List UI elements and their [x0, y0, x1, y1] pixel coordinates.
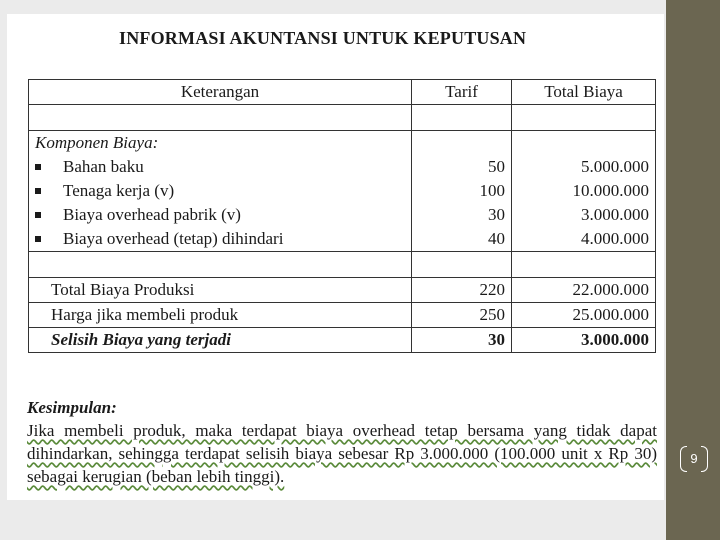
component-label: Biaya overhead (tetap) dihindari [63, 229, 284, 248]
summary-label: Total Biaya Produksi [29, 278, 412, 303]
component-total: 10.000.000 [512, 179, 656, 203]
summary-total: 25.000.000 [512, 303, 656, 328]
header-tarif: Tarif [412, 80, 512, 105]
page-number-text: 9 [690, 451, 698, 466]
table-row [29, 179, 656, 203]
cost-table [28, 79, 656, 353]
component-rate: 100 [412, 179, 512, 203]
slide-page-number [676, 444, 712, 474]
summary-row-purchase [29, 303, 656, 328]
header-total-biaya: Total Biaya [512, 80, 656, 105]
table-spacer-row [29, 252, 656, 278]
summary-label: Selisih Biaya yang terjadi [29, 328, 412, 353]
component-rate: 30 [412, 203, 512, 227]
table-row [29, 203, 656, 227]
bullet-icon [35, 155, 63, 179]
header-keterangan: Keterangan [29, 80, 412, 105]
conclusion-text: Jika membeli produk, maka terdapat biaya overhead tetap bersama yang tidak dapat dihindarkan, sehingga terdapat selisih biaya sebesar Rp 3.000.000 (100.000 unit x Rp 30) sebagai kerugian (beban lebih tinggi). [27, 421, 657, 486]
bullet-icon [35, 227, 63, 251]
component-label: Bahan baku [63, 157, 144, 176]
document-title: INFORMASI AKUNTANSI UNTUK KEPUTUSAN [119, 28, 527, 48]
component-rate: 40 [412, 227, 512, 252]
bullet-icon [35, 203, 63, 227]
summary-total: 22.000.000 [512, 278, 656, 303]
left-bracket-icon [680, 446, 687, 472]
table-row [29, 155, 656, 179]
component-label: Biaya overhead pabrik (v) [63, 205, 241, 224]
component-rate: 50 [412, 155, 512, 179]
bullet-icon [35, 179, 63, 203]
conclusion-heading: Kesimpulan: [27, 398, 117, 417]
summary-rate: 250 [412, 303, 512, 328]
summary-rate: 30 [412, 328, 512, 353]
table-row [29, 227, 656, 252]
summary-label: Harga jika membeli produk [29, 303, 412, 328]
summary-row-total [29, 278, 656, 303]
component-total: 5.000.000 [512, 155, 656, 179]
table-header-row [29, 80, 656, 105]
summary-rate: 220 [412, 278, 512, 303]
right-bracket-icon [701, 446, 708, 472]
section-label-row [29, 131, 656, 156]
document-image [7, 14, 664, 500]
component-label: Tenaga kerja (v) [63, 181, 175, 200]
component-total: 3.000.000 [512, 203, 656, 227]
summary-total: 3.000.000 [512, 328, 656, 353]
section-label: Komponen Biaya: [29, 131, 412, 156]
conclusion-block [27, 396, 657, 488]
table-spacer-row [29, 105, 656, 131]
summary-row-difference [29, 328, 656, 353]
component-total: 4.000.000 [512, 227, 656, 252]
